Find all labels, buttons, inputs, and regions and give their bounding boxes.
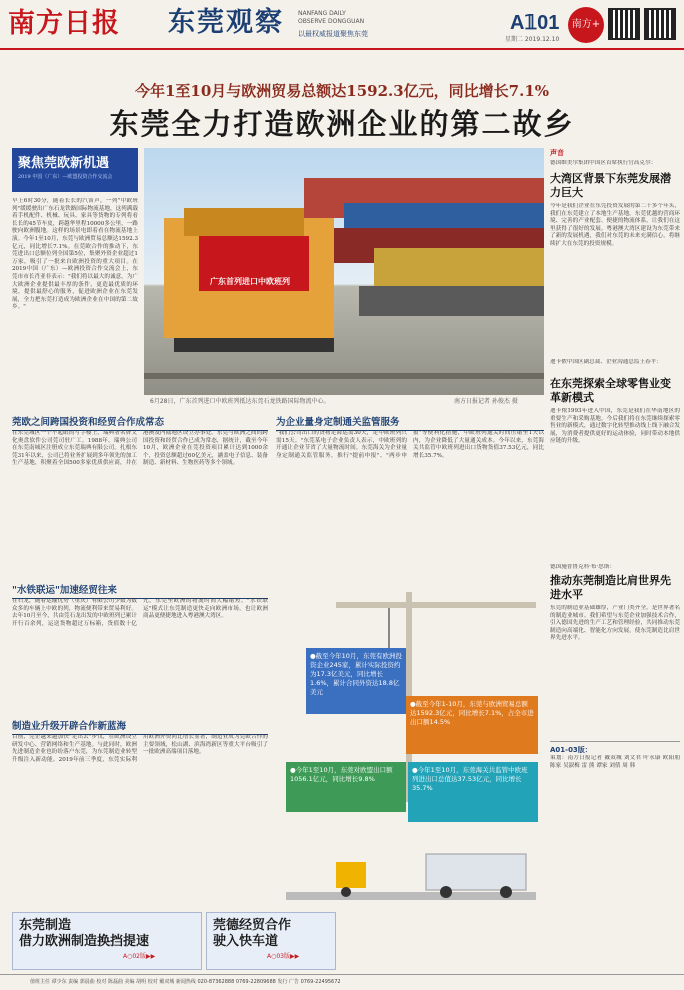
photo-credit: 南方日报记者 孙俊杰 摄: [454, 398, 518, 405]
masthead-tagline: 以最权威报道聚焦东莞: [298, 30, 368, 38]
editor-credits: 策划：南方日报记者 戴双城 刘文君 叶永康 欧阳朋 陈家 吴淑梅 雷 熊 谭家 刘倩 周 韩: [550, 755, 680, 769]
masthead-en2: OBSERVE DONGGUAN: [298, 18, 365, 25]
sidebar-intro-2: 迪卡侬中国区副总裁、企业沟通总监王春平：: [550, 359, 662, 365]
section-title-4: 制造业升级开辟合作新蓝海: [12, 718, 268, 735]
sidebar-text-3: 东莞的制造业基础雄厚，产业门类齐全，是世界著名的制造业城市。我们希望与东莞企业加强技术合作，引入德国先进的生产工艺和管理经验，共同推动东莞制造向高端化、智能化方向发展，使东莞制造比肩世界先进水平。: [550, 605, 680, 642]
main-headline: 东莞全力打造欧洲企业的第二故乡: [109, 107, 575, 141]
train-illustration: [144, 148, 544, 395]
crane-container-graphic: [276, 592, 546, 922]
stat-box-2: ●截至今年1-10月，东莞与欧洲贸易总额达1592.3亿元，同比增长7.1%，占全市进出口额14.5%: [406, 696, 538, 754]
voices-sidebar: [550, 148, 680, 930]
stat-box-1: ●截至今年10月，东莞有欧洲投资企业245家，累计实际投资约为17.3亿美元，同比增长1.6%，累计合同外资达18.8亿美元: [306, 648, 406, 714]
teaser-left[interactable]: [12, 912, 202, 970]
stat-box-3: ●今年1至10月，东莞对欧盟出口额1056.1亿元，同比增长9.8%: [286, 762, 406, 812]
section-title-2: "水铁联运"加速经贸往来: [12, 582, 268, 599]
issue-date: 星期二 2019.12.10: [505, 36, 560, 43]
section-text-2: 在石龙，随着运输优势（重庆）有限公司少数为数众多的车辆上中欧的列，物流便利带来贸易利好。去年10月至今，共由莞石龙出发的中欧班列已累计开行百余列，运送货物超过万标箱，货值数十亿元，东莞至欧洲的物流时间大幅缩短。"水铁联运"模式让东莞制造更快走向欧洲市场，也让欧洲商品更便捷地进入粤港澳大湾区。: [12, 598, 268, 627]
sidebar-headline-2: 在东莞探索全球零售业变革新模式: [550, 377, 671, 404]
masthead-en1: NANFANG DAILY: [298, 10, 346, 17]
teaser-right-title-1: 莞德经贸合作: [213, 918, 292, 933]
page-number: A𝟙01: [510, 12, 560, 34]
sidebar-intro-1: 德国维美尔集团中国区首席执行官高克尔：: [550, 160, 657, 166]
teaser-right[interactable]: [206, 912, 336, 970]
sub-headline: 今年1至10月与欧洲贸易总额达1592.3亿元，同比增长7.1%: [134, 82, 550, 100]
teaser-left-title-2: 借力欧洲制造换挡提速: [19, 934, 150, 949]
nanfang-plus-badge: 南方+: [568, 7, 604, 43]
section-text-4: 目前，莞企越来越加快"走出去"步伐，在欧洲设立研发中心、营销网络和生产基地。与此同时，欧洲先进制造企业也纷纷落户东莞，为东莞制造业转型升级注入新动能。2019年前三季度，东莞实际利用欧洲外资同比增长显著，制造业成为莞欧合作的主要领域，松山湖、滨海湾新区等重大平台吸引了一批欧洲高端项目落地。: [12, 734, 268, 763]
sidebar-text-2: 迪卡侬1993年进入中国，东莞是我们在华南地区的重要生产和采购基地。今后我们将在东莞继续探索零售业的新模式，通过数字化转型推动线上线下融合发展，为消费者提供更好的运动体验，同时带动本地供应链的升级。: [550, 408, 680, 445]
section-text-1: 在东莞城区一个不起眼的写字楼上，瑞典著名牌文化奥盘软件公司莞司驻广工。1988年，瑞典公司在东莞南城区注册成立东莞瑞典有限公司。扎根东莞31年以来，公司已将业务扩展到多年领先的加工生产基地，积聚着全国500多家优质供应商，并在港澳及内陆地区设立办事处。东莞与欧洲之间的跨国投资和经贸合作已成为常态，据统计，截至今年10月，欧洲企业在莞投资项目累计达到1000余个，投资总额超过60亿美元，涵盖电子信息、装备制造、新材料、生物医药等多个领域。: [12, 430, 268, 467]
newspaper-logo: 南方日报: [8, 8, 120, 39]
masthead: [0, 0, 684, 50]
photo-caption: 6月28日，广东首列进口中欧班列抵达东莞石龙铁路国际物流中心。: [150, 398, 330, 405]
sidebar-headline-1: 大湾区背景下东莞发展潜力巨大: [550, 172, 671, 199]
sidebar-text-1: 今年是我们企业在东莞投资发展的第二十多个年头，我们在东莞建立了本地生产基地。东莞优越的营商环境、完善的产业配套、便捷的物流体系，让我们在这里获得了很好的发展。粤港澳大湾区建设为东莞带来了新的发展机遇，我们对东莞的未来充满信心，将继续扩大在东莞的投资规模。: [550, 203, 680, 247]
teaser-left-title-1: 东莞制造: [19, 918, 72, 933]
sidebar-label: 声音: [550, 149, 564, 157]
qr-code-icon: [644, 8, 676, 40]
sidebar-headline-3: 推动东莞制造比肩世界先进水平: [550, 574, 671, 601]
qr-code-icon: [608, 8, 640, 40]
section-title-3: 为企业量身定制通关监管服务: [276, 414, 544, 431]
feature-box: [12, 148, 138, 192]
section-title: 东莞观察: [168, 7, 284, 38]
teaser-right-link[interactable]: A○03版▶▶: [267, 953, 300, 960]
section-title-1: 莞欧之间跨国投资和经贸合作成常态: [12, 414, 268, 431]
container-infographic: [276, 592, 546, 922]
train-photo: [144, 148, 544, 395]
teaser-right-title-2: 驶入快车道: [213, 934, 279, 949]
page-footer: 值班主任 谭少东 责编 郭晨曲 校对 陈磊曲 美编 胡明 校对 戴双城 新闻热线 020-87362888 0769-22809688 发行 广告 0769-22495672: [0, 974, 684, 990]
train-car-label: 广东首列进口中欧班列: [210, 277, 290, 286]
teaser-left-link[interactable]: A○02版▶▶: [123, 953, 156, 960]
section-text-3: "我们公司出口的货物走海运需30天，走中欧班列只需15天。"东莞某电子企业负责人表示，中欧班列的开通让企业节省了大量物流时间。东莞海关为企业量身定制通关监管服务，推行"提前申报"、"两步申报"等便利化措施，中欧班列通关时间压缩至1天以内，为企业降低了大量通关成本。今年以来，东莞海关共监管中欧班列进出口货物货值37.53亿元，同比增长35.7%。: [276, 430, 544, 459]
lead-article: 早上6时30分，随着长长的汽笛声，一列"中欧班列"缓缓驶出广东石龙铁路国际物流基地，这列满载着手机配件、机械、玩具、家具等货物的专列将看长长的45节车皮，跨越华里程10000多公里，一路驶向欧洲腹地。这样的场景电即着看在物流基地上演。今年1至10月，东莞与欧洲贸易总额达1592.3亿元，同比增长7.1%。在莞欧合作的推动下，东莞进出口总额位列全国第5位，集聚外资企业超过1万家，吸引了一批来自欧洲投资的重大项目。在2019中国（广东）—欧洲投资合作交流会上，东莞市市长肖亚非表示："我们将以最大的诚意，为广大欧洲企业提供最丰厚的条件，更造最优质的环境，提供最舒心的服务，促进欧洲企业在东莞发展，全力把东莞打造成为欧洲企业在中国的第二故乡。": [12, 198, 138, 311]
feature-sub: 2019 中国（广东）—欧盟投资合作交流会: [18, 174, 113, 180]
feature-title: 聚焦莞欧新机遇: [18, 156, 110, 171]
sidebar-intro-3: 德国施普鲁克科·布·思斯：: [550, 564, 616, 570]
editor-title: A01-03版：: [550, 746, 592, 754]
stat-box-4: ●今年1至10月，东莞海关共监管中欧班列进出口总值达37.53亿元，同比增长35.7%: [408, 762, 538, 822]
